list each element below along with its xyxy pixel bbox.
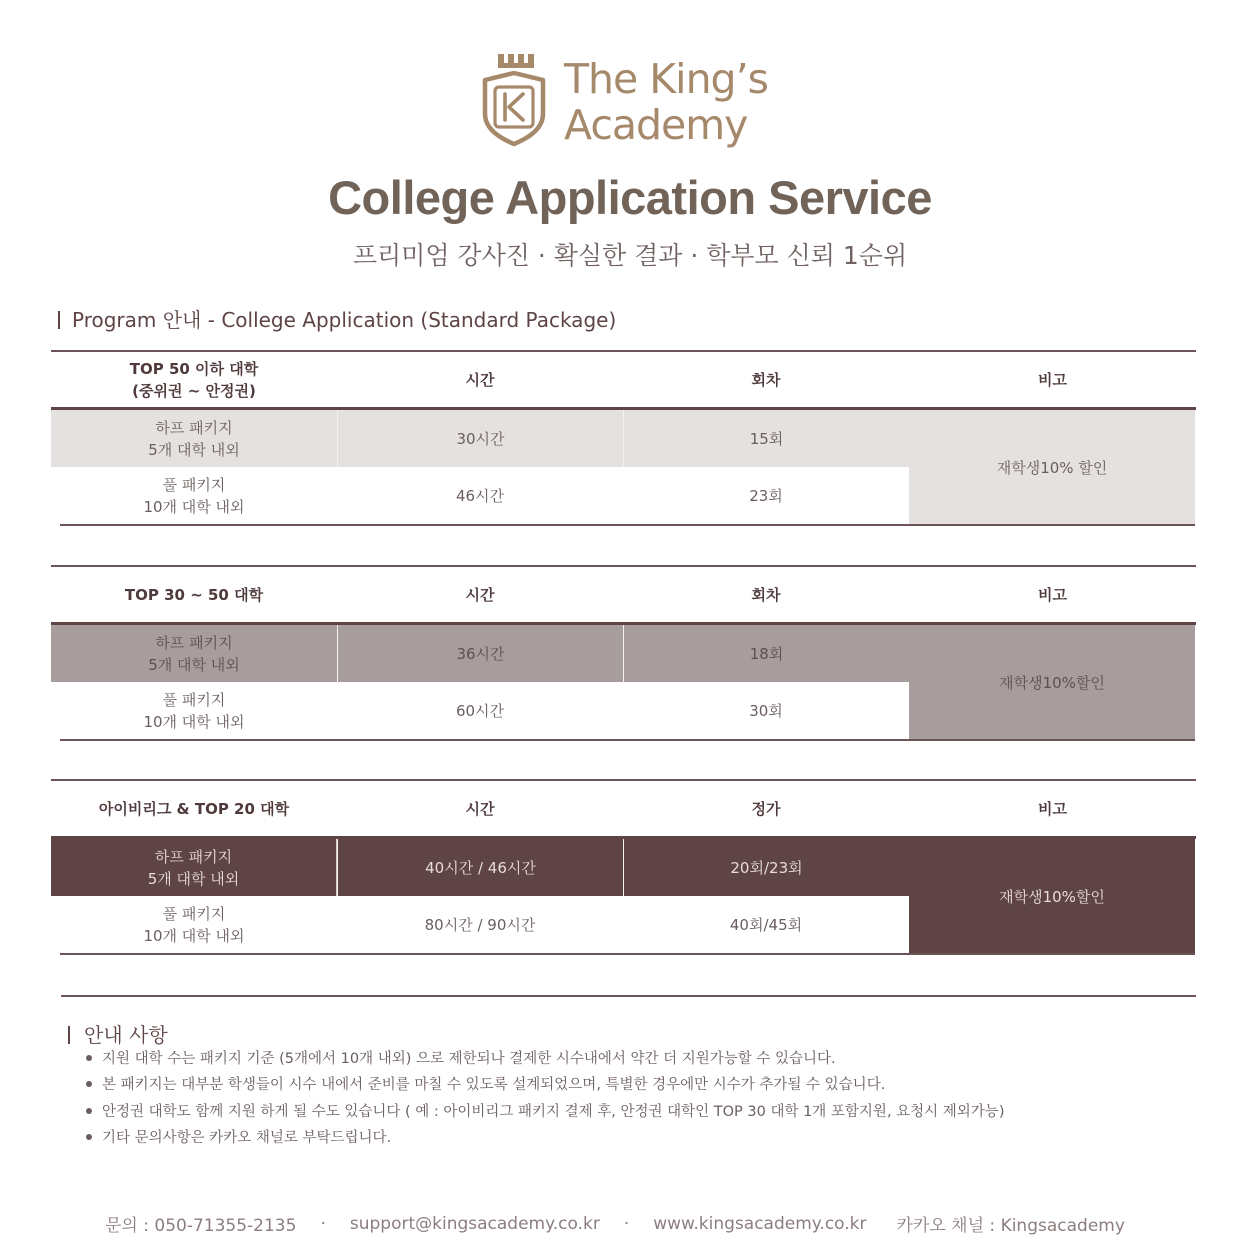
table-row (51, 682, 909, 739)
header-time: 시간 (465, 370, 495, 389)
time-cell: 40시간 / 46시간 (337, 839, 623, 896)
footer-contact (105, 1211, 1125, 1236)
package-name: 풀 패키지 (162, 904, 226, 923)
package-cell (51, 839, 337, 896)
section-heading (58, 304, 616, 333)
crown-shield-k-icon (480, 52, 548, 147)
bullet-icon (86, 1108, 92, 1114)
footer-separator: · (320, 1213, 326, 1234)
discount-note: 재학생10% 할인 (909, 410, 1195, 524)
sessions-cell: 40회/45회 (729, 915, 803, 934)
header-time: 시간 (465, 585, 495, 604)
time-cell: 30시간 (337, 410, 623, 467)
package-name: 하프 패키지 (155, 418, 233, 437)
table-row (51, 839, 909, 896)
notice-list (86, 1046, 1004, 1151)
table-row (51, 410, 909, 467)
bullet-icon (86, 1134, 92, 1140)
footer-website-link[interactable]: www.kingsacademy.co.kr (653, 1213, 867, 1234)
bullet-icon (86, 1081, 92, 1087)
header-note: 비고 (1038, 585, 1067, 604)
brand-name-line1: The King’s (564, 55, 768, 103)
package-scope: 10개 대학 내외 (143, 497, 245, 516)
package-cell (51, 682, 337, 739)
discount-note: 재학생10%할인 (909, 839, 1195, 953)
package-cell (51, 896, 337, 953)
time-cell: 46시간 (455, 486, 505, 505)
package-name: 하프 패키지 (155, 633, 233, 652)
notice-item (86, 1099, 1004, 1125)
bullet-icon (86, 1055, 92, 1061)
sessions-cell: 18회 (623, 625, 909, 682)
header-note: 비고 (1038, 370, 1067, 389)
table-row (51, 625, 909, 682)
brand-logo (480, 52, 780, 152)
package-scope: 5개 대학 내외 (147, 869, 240, 888)
table-header-row (51, 352, 1196, 407)
brand-name-line2: Academy (564, 101, 748, 149)
sessions-cell: 20회/23회 (623, 839, 909, 896)
notice-item-text: 안정권 대학도 함께 지원 하게 될 수도 있습니다 ( 예 : 아이비리그 패키지 결제 후, 안정권 대학인 TOP 30 대학 1개 포함지원, 요청시 제외가능) (102, 1103, 1005, 1120)
table-header-row (51, 567, 1196, 622)
sessions-cell: 15회 (623, 410, 909, 467)
footer-phone[interactable]: 문의 : 050-71355-2135 (105, 1216, 297, 1236)
sessions-cell: 30회 (749, 701, 783, 720)
notice-item-text: 지원 대학 수는 패키지 기준 (5개에서 10개 내외) 으로 제한되나 결제한 시수내에서 약간 더 지원가능할 수 있습니다. (102, 1051, 836, 1067)
package-scope: 10개 대학 내외 (143, 712, 245, 731)
notice-item-text: 기타 문의사항은 카카오 채널로 부탁드립니다. (102, 1129, 392, 1146)
notice-item (86, 1072, 1004, 1098)
heading-bar-decoration (68, 1026, 70, 1044)
header-price: 정가 (751, 799, 781, 818)
brand-name (564, 56, 768, 148)
table-bottom-rule (60, 524, 1195, 526)
footer-kakao-channel[interactable]: 카카오 채널 : Kingsacademy (896, 1216, 1125, 1236)
package-cell (51, 410, 337, 467)
footer-separator: · (623, 1213, 630, 1234)
header-category: TOP 30 ~ 50 대학 (124, 585, 264, 604)
header-category: 아이비리그 & TOP 20 대학 (98, 799, 290, 818)
page-subtitle: 프리미엄 강사진 · 확실한 결과 · 학부모 신뢰 1순위 (352, 241, 908, 270)
heading-bar-decoration (58, 311, 60, 329)
package-scope: 10개 대학 내외 (143, 926, 245, 945)
table-header-row (51, 781, 1196, 836)
section-divider (61, 995, 1196, 997)
time-cell: 36시간 (337, 625, 623, 682)
sessions-cell: 23회 (749, 486, 783, 505)
time-cell: 60시간 (455, 701, 505, 720)
notice-item-text: 본 패키지는 대부분 학생들이 시수 내에서 준비를 마칠 수 있도록 설계되었으며, 특별한 경우에만 시수가 추가될 수 있습니다. (102, 1077, 886, 1094)
notice-item (86, 1046, 1004, 1072)
package-cell (51, 625, 337, 682)
notice-heading (68, 1019, 168, 1048)
table-row (51, 896, 909, 953)
discount-note: 재학생10%할인 (909, 625, 1195, 739)
header-time: 시간 (465, 799, 495, 818)
header-sessions: 회차 (751, 370, 781, 389)
package-scope: 5개 대학 내외 (148, 440, 240, 459)
notice-item (86, 1125, 1004, 1151)
page-title: College Application Service (328, 171, 932, 224)
header-sessions: 회차 (751, 585, 781, 604)
notice-heading-text: 안내 사항 (84, 1023, 168, 1047)
table-bottom-rule (60, 739, 1195, 741)
table-bottom-rule (60, 953, 1195, 955)
footer-email-link[interactable]: support@kingsacademy.co.kr (349, 1213, 600, 1234)
package-cell (51, 467, 337, 524)
header-category: TOP 50 이하 대학 (중위권 ~ 안정권) (129, 359, 259, 400)
table-row (51, 467, 909, 524)
header-note: 비고 (1038, 799, 1067, 818)
section-heading-text: Program 안내 - College Application (Standard Package) (72, 308, 617, 332)
package-name: 풀 패키지 (162, 690, 226, 709)
time-cell: 80시간 / 90시간 (424, 915, 536, 934)
package-scope: 5개 대학 내외 (148, 655, 240, 674)
package-name: 하프 패키지 (154, 847, 233, 866)
package-name: 풀 패키지 (162, 475, 226, 494)
